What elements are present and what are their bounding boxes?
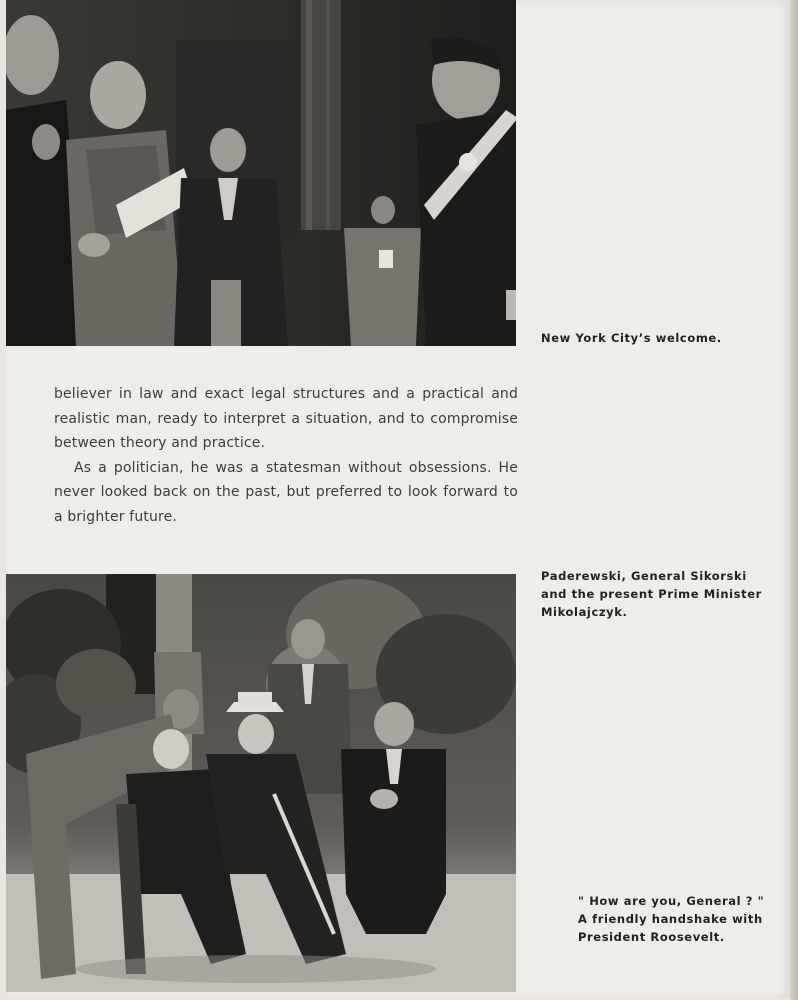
caption-paderewski-sikorski [541,567,781,621]
photo-ceremony [6,0,516,346]
caption-new-york-welcome: New York City’s welcome. [541,331,722,345]
caption-bottom-line-1: " How are you, General ? " [578,894,765,908]
page-edge [790,0,798,1000]
photo-garden-group [6,574,516,992]
photo-ceremony-image [6,0,516,346]
caption-roosevelt-handshake [578,892,783,946]
body-paragraph-2: As a politician, he was a statesman without obsessions. He never looked back on the past, but preferred to look forward to a brighter future. [54,459,518,525]
body-paragraph-1: believer in law and exact legal structures and a practical and realistic man, ready to interpret a situation, and to compromise between theory and practice. [54,386,518,451]
caption-mid-line-3: Mikolajczyk. [541,605,628,619]
caption-mid-line-2: and the present Prime Minister [541,587,762,601]
caption-bottom-line-3: President Roosevelt. [578,930,725,944]
photo-garden-group-image [6,574,516,992]
caption-bottom-line-2: A friendly handshake with [578,912,763,926]
caption-mid-line-1: Paderewski, General Sikorski [541,569,747,583]
body-text [54,382,518,529]
